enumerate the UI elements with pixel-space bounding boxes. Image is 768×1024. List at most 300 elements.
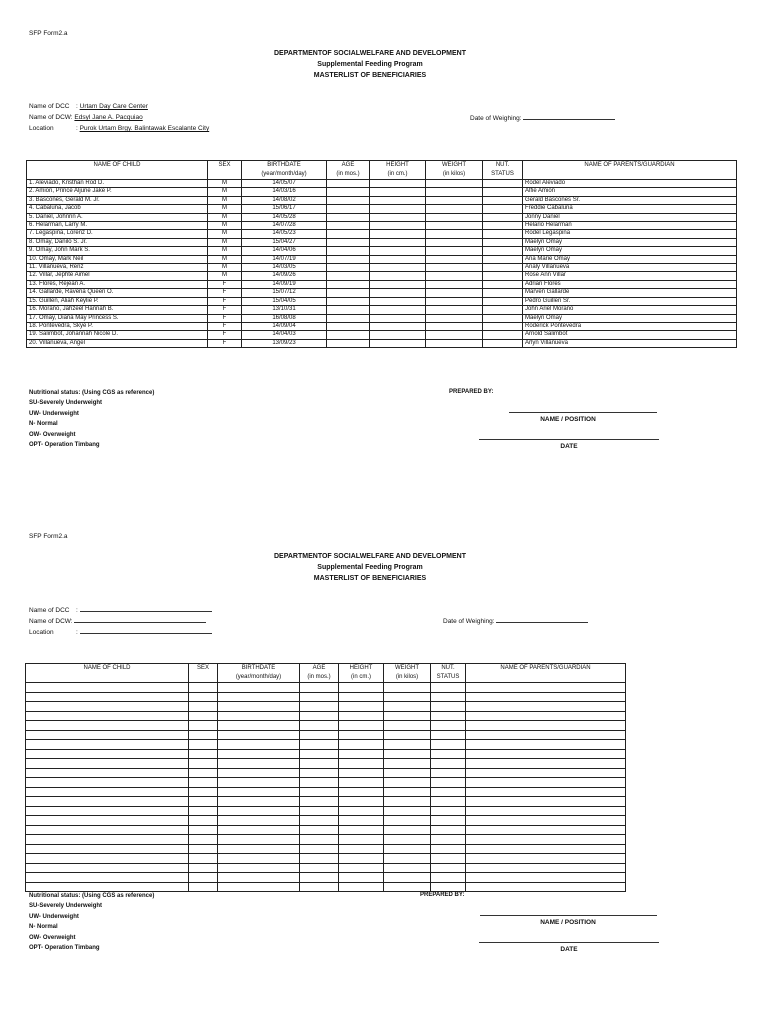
weight-cell[interactable] — [384, 806, 431, 816]
weight-cell[interactable] — [384, 740, 431, 750]
legend-item: OW- Overweight — [29, 934, 76, 941]
child-name-cell[interactable] — [26, 721, 189, 731]
parent-cell[interactable] — [466, 835, 626, 845]
weight-cell[interactable] — [426, 188, 483, 196]
name-position-caption: NAME / POSITION — [540, 919, 596, 926]
table-row — [27, 205, 737, 213]
height-cell[interactable] — [339, 768, 384, 778]
sex-cell[interactable] — [189, 768, 218, 778]
height-cell[interactable] — [370, 213, 426, 221]
legend-item: OPT- Operation Timbang — [29, 945, 100, 952]
height-cell[interactable] — [370, 180, 426, 188]
nut-status-cell[interactable] — [431, 759, 466, 769]
child-name-cell[interactable] — [26, 740, 189, 750]
weight-cell[interactable] — [384, 787, 431, 797]
dcw-blank[interactable] — [74, 615, 206, 623]
birthdate-cell: 14/08/02 — [242, 196, 327, 204]
child-name-cell: 6. Helarman, Larry M. — [27, 222, 208, 230]
weight-cell[interactable] — [426, 247, 483, 255]
parent-cell[interactable] — [466, 730, 626, 740]
parent-cell[interactable] — [466, 844, 626, 854]
age-cell[interactable] — [327, 280, 370, 288]
birthdate-cell[interactable] — [218, 797, 300, 807]
nut-status-cell[interactable] — [483, 205, 523, 213]
parent-cell[interactable] — [466, 768, 626, 778]
weight-cell[interactable] — [426, 339, 483, 347]
height-cell[interactable] — [339, 683, 384, 693]
age-cell[interactable] — [327, 213, 370, 221]
weight-cell[interactable] — [384, 882, 431, 892]
nut-status-cell[interactable] — [483, 188, 523, 196]
height-cell[interactable] — [370, 306, 426, 314]
child-name-cell[interactable] — [26, 749, 189, 759]
legend-item: UW- Underweight — [29, 410, 79, 417]
birthdate-cell[interactable] — [218, 730, 300, 740]
sex-cell[interactable] — [189, 816, 218, 826]
age-cell[interactable] — [327, 255, 370, 263]
height-cell[interactable] — [339, 854, 384, 864]
age-cell[interactable] — [300, 797, 339, 807]
height-cell[interactable] — [370, 238, 426, 246]
col-parent-guardian: NAME OF PARENTS/GUARDIAN — [523, 161, 737, 180]
birthdate-cell[interactable] — [218, 768, 300, 778]
age-cell[interactable] — [327, 297, 370, 305]
height-cell[interactable] — [370, 289, 426, 297]
age-cell[interactable] — [300, 749, 339, 759]
sex-cell[interactable] — [189, 702, 218, 712]
age-cell[interactable] — [300, 683, 339, 693]
table-row — [27, 314, 737, 322]
age-cell[interactable] — [327, 264, 370, 272]
weight-cell[interactable] — [384, 816, 431, 826]
nut-status-cell[interactable] — [431, 711, 466, 721]
birthdate-cell[interactable] — [218, 825, 300, 835]
nut-status-cell[interactable] — [483, 230, 523, 238]
child-name-cell[interactable] — [26, 768, 189, 778]
parent-cell[interactable] — [466, 692, 626, 702]
sex-cell[interactable] — [189, 863, 218, 873]
parent-cell[interactable] — [466, 816, 626, 826]
height-cell[interactable] — [339, 816, 384, 826]
age-cell[interactable] — [327, 314, 370, 322]
nut-status-cell[interactable] — [431, 797, 466, 807]
height-cell[interactable] — [339, 778, 384, 788]
child-name-cell[interactable] — [26, 806, 189, 816]
child-name-cell[interactable] — [26, 692, 189, 702]
age-cell[interactable] — [327, 222, 370, 230]
age-cell[interactable] — [300, 702, 339, 712]
child-name-cell[interactable] — [26, 825, 189, 835]
height-cell[interactable] — [370, 247, 426, 255]
nut-status-cell[interactable] — [431, 683, 466, 693]
name-position-line[interactable] — [509, 412, 657, 413]
parent-cell[interactable] — [466, 759, 626, 769]
sex-cell: M — [208, 264, 242, 272]
nut-status-cell[interactable] — [483, 289, 523, 297]
nut-status-cell[interactable] — [483, 339, 523, 347]
age-cell[interactable] — [327, 289, 370, 297]
weighing-row — [443, 615, 588, 627]
nutritional-status-legend — [29, 388, 154, 450]
age-cell[interactable] — [300, 825, 339, 835]
date-line[interactable] — [479, 942, 659, 943]
age-cell[interactable] — [300, 711, 339, 721]
age-cell[interactable] — [300, 835, 339, 845]
nut-status-cell[interactable] — [431, 730, 466, 740]
height-cell[interactable] — [339, 749, 384, 759]
age-cell[interactable] — [300, 787, 339, 797]
nut-status-cell[interactable] — [483, 264, 523, 272]
height-cell[interactable] — [339, 882, 384, 892]
age-cell[interactable] — [300, 863, 339, 873]
weight-cell[interactable] — [384, 702, 431, 712]
parent-cell[interactable] — [466, 721, 626, 731]
birthdate-cell[interactable] — [218, 759, 300, 769]
table-row — [27, 339, 737, 347]
height-cell[interactable] — [339, 825, 384, 835]
sex-cell[interactable] — [189, 740, 218, 750]
child-name-cell: 18. Pontevedra, Skye P. — [27, 322, 208, 330]
weight-cell[interactable] — [384, 683, 431, 693]
sex-cell[interactable] — [189, 711, 218, 721]
parent-cell[interactable] — [466, 825, 626, 835]
nut-status-cell[interactable] — [431, 835, 466, 845]
sex-cell[interactable] — [189, 806, 218, 816]
weighing-date-blank[interactable] — [496, 615, 588, 623]
nut-status-cell[interactable] — [431, 873, 466, 883]
sex-cell[interactable] — [189, 844, 218, 854]
dcc-value: Urtam Day Care Center — [79, 103, 148, 110]
age-cell[interactable] — [300, 721, 339, 731]
child-name-cell[interactable] — [26, 797, 189, 807]
weight-cell[interactable] — [384, 711, 431, 721]
age-cell[interactable] — [327, 238, 370, 246]
program-title: Supplemental Feeding Program — [317, 564, 423, 571]
nut-status-cell[interactable] — [431, 844, 466, 854]
age-cell[interactable] — [300, 854, 339, 864]
nut-status-cell[interactable] — [483, 180, 523, 188]
nut-status-cell[interactable] — [483, 272, 523, 280]
sex-cell[interactable] — [189, 692, 218, 702]
nut-status-cell[interactable] — [431, 721, 466, 731]
parent-cell[interactable] — [466, 711, 626, 721]
height-cell[interactable] — [370, 331, 426, 339]
weight-cell[interactable] — [426, 322, 483, 330]
birthdate-cell[interactable] — [218, 873, 300, 883]
nut-status-cell[interactable] — [431, 768, 466, 778]
weight-cell[interactable] — [384, 825, 431, 835]
height-cell[interactable] — [339, 863, 384, 873]
birthdate-cell[interactable] — [218, 683, 300, 693]
weight-cell[interactable] — [384, 721, 431, 731]
height-cell[interactable] — [339, 730, 384, 740]
child-name-cell[interactable] — [26, 730, 189, 740]
height-cell[interactable] — [339, 711, 384, 721]
nut-status-cell[interactable] — [483, 314, 523, 322]
weight-cell[interactable] — [426, 289, 483, 297]
sex-cell[interactable] — [189, 854, 218, 864]
weighing-date-blank[interactable] — [523, 112, 615, 120]
nut-status-cell[interactable] — [483, 213, 523, 221]
table-row — [26, 749, 626, 759]
date-caption: DATE — [560, 443, 578, 450]
age-cell[interactable] — [300, 768, 339, 778]
dcc-blank[interactable] — [80, 604, 212, 612]
weight-cell[interactable] — [384, 854, 431, 864]
age-cell[interactable] — [300, 882, 339, 892]
sex-cell: F — [208, 297, 242, 305]
age-cell[interactable] — [300, 759, 339, 769]
parent-cell[interactable] — [466, 702, 626, 712]
table-row — [27, 188, 737, 196]
birthdate-cell[interactable] — [218, 835, 300, 845]
birthdate-cell[interactable] — [218, 806, 300, 816]
sex-cell[interactable] — [189, 787, 218, 797]
nut-status-cell[interactable] — [431, 854, 466, 864]
height-cell[interactable] — [370, 297, 426, 305]
legend-title: Nutritional status: (Using CGS as reference) — [29, 893, 155, 899]
sex-cell[interactable] — [189, 882, 218, 892]
nut-status-cell[interactable] — [431, 816, 466, 826]
nut-status-cell[interactable] — [431, 749, 466, 759]
weight-cell[interactable] — [384, 749, 431, 759]
nut-status-cell[interactable] — [483, 306, 523, 314]
sex-cell[interactable] — [189, 797, 218, 807]
height-cell[interactable] — [370, 339, 426, 347]
weight-cell[interactable] — [384, 778, 431, 788]
location-blank[interactable] — [80, 626, 212, 634]
weight-cell[interactable] — [384, 768, 431, 778]
child-name-cell[interactable] — [26, 873, 189, 883]
height-cell[interactable] — [370, 264, 426, 272]
height-cell[interactable] — [339, 797, 384, 807]
age-cell[interactable] — [327, 180, 370, 188]
height-cell[interactable] — [370, 230, 426, 238]
parent-cell[interactable] — [466, 787, 626, 797]
birthdate-cell: 14/05/23 — [242, 230, 327, 238]
sex-cell: M — [208, 255, 242, 263]
birthdate-cell[interactable] — [218, 749, 300, 759]
weight-cell[interactable] — [384, 797, 431, 807]
child-name-cell[interactable] — [26, 787, 189, 797]
weight-cell[interactable] — [426, 180, 483, 188]
nut-status-cell[interactable] — [431, 825, 466, 835]
birthdate-cell[interactable] — [218, 692, 300, 702]
age-cell[interactable] — [300, 740, 339, 750]
weight-cell[interactable] — [426, 255, 483, 263]
col-birthdate: BIRTHDATE (year/month/day) — [242, 161, 327, 180]
sex-cell[interactable] — [189, 835, 218, 845]
height-cell[interactable] — [370, 205, 426, 213]
nut-status-cell[interactable] — [431, 692, 466, 702]
weight-cell[interactable] — [384, 844, 431, 854]
birthdate-cell[interactable] — [218, 740, 300, 750]
age-cell[interactable] — [300, 844, 339, 854]
height-cell[interactable] — [339, 844, 384, 854]
parent-cell[interactable] — [466, 778, 626, 788]
age-cell[interactable] — [327, 247, 370, 255]
nut-status-cell[interactable] — [431, 806, 466, 816]
birthdate-cell[interactable] — [218, 778, 300, 788]
nut-status-cell[interactable] — [483, 255, 523, 263]
weight-cell[interactable] — [426, 196, 483, 204]
parent-cell[interactable] — [466, 683, 626, 693]
weight-cell[interactable] — [426, 272, 483, 280]
height-cell[interactable] — [339, 806, 384, 816]
birthdate-cell[interactable] — [218, 702, 300, 712]
weight-cell[interactable] — [426, 230, 483, 238]
height-cell[interactable] — [339, 702, 384, 712]
name-position-line[interactable] — [480, 915, 657, 916]
legend-item: SU-Severely Underweight — [29, 400, 103, 407]
age-cell[interactable] — [300, 806, 339, 816]
parent-cell[interactable] — [466, 740, 626, 750]
nut-status-cell[interactable] — [483, 322, 523, 330]
height-cell[interactable] — [370, 188, 426, 196]
age-cell[interactable] — [300, 873, 339, 883]
nut-status-cell[interactable] — [431, 702, 466, 712]
weight-cell[interactable] — [384, 759, 431, 769]
location-label: Location — [29, 125, 54, 132]
weight-cell[interactable] — [426, 306, 483, 314]
sex-cell[interactable] — [189, 683, 218, 693]
nut-status-cell[interactable] — [483, 280, 523, 288]
age-cell[interactable] — [300, 816, 339, 826]
age-cell[interactable] — [327, 272, 370, 280]
height-cell[interactable] — [339, 692, 384, 702]
birthdate-cell: 15/06/17 — [242, 205, 327, 213]
birthdate-cell: 14/05/07 — [242, 180, 327, 188]
birthdate-cell[interactable] — [218, 854, 300, 864]
child-name-cell[interactable] — [26, 854, 189, 864]
weight-cell[interactable] — [384, 873, 431, 883]
nut-status-cell[interactable] — [483, 297, 523, 305]
birthdate-cell[interactable] — [218, 844, 300, 854]
legend-item: N- Normal — [29, 421, 58, 428]
nut-status-cell[interactable] — [431, 787, 466, 797]
age-cell[interactable] — [300, 778, 339, 788]
birthdate-cell[interactable] — [218, 787, 300, 797]
nut-status-cell[interactable] — [431, 863, 466, 873]
height-cell[interactable] — [339, 740, 384, 750]
height-cell[interactable] — [370, 314, 426, 322]
parent-cell[interactable] — [466, 873, 626, 883]
nut-status-cell[interactable] — [483, 247, 523, 255]
age-cell[interactable] — [327, 230, 370, 238]
age-cell[interactable] — [327, 306, 370, 314]
age-cell[interactable] — [327, 188, 370, 196]
date-line[interactable] — [479, 439, 659, 440]
sex-cell[interactable] — [189, 721, 218, 731]
table-row — [26, 797, 626, 807]
child-name-cell[interactable] — [26, 816, 189, 826]
weight-cell[interactable] — [426, 222, 483, 230]
table-row — [26, 692, 626, 702]
weight-cell[interactable] — [384, 835, 431, 845]
weight-cell[interactable] — [384, 863, 431, 873]
age-cell[interactable] — [300, 730, 339, 740]
parent-cell[interactable] — [466, 806, 626, 816]
height-cell[interactable] — [339, 721, 384, 731]
table-header — [27, 161, 737, 180]
child-name-cell: 7. Legaspina, Lorenz D. — [27, 230, 208, 238]
child-name-cell[interactable] — [26, 683, 189, 693]
sex-cell[interactable] — [189, 759, 218, 769]
child-name-cell[interactable] — [26, 711, 189, 721]
age-cell[interactable] — [300, 692, 339, 702]
sex-cell[interactable] — [189, 749, 218, 759]
weight-cell[interactable] — [426, 213, 483, 221]
weight-cell[interactable] — [426, 238, 483, 246]
nut-status-cell[interactable] — [431, 882, 466, 892]
nut-status-cell[interactable] — [483, 331, 523, 339]
sex-cell[interactable] — [189, 873, 218, 883]
weight-cell[interactable] — [426, 264, 483, 272]
nut-status-cell[interactable] — [431, 740, 466, 750]
weight-cell[interactable] — [426, 297, 483, 305]
parent-cell[interactable] — [466, 797, 626, 807]
age-cell[interactable] — [327, 331, 370, 339]
age-cell[interactable] — [327, 339, 370, 347]
nut-status-cell[interactable] — [483, 196, 523, 204]
height-cell[interactable] — [370, 280, 426, 288]
col-parent-guardian: NAME OF PARENTS/GUARDIAN — [466, 664, 626, 683]
weight-cell[interactable] — [426, 205, 483, 213]
height-cell[interactable] — [370, 222, 426, 230]
height-cell[interactable] — [370, 255, 426, 263]
weight-cell[interactable] — [384, 692, 431, 702]
nut-status-cell[interactable] — [483, 238, 523, 246]
child-name-cell[interactable] — [26, 863, 189, 873]
sex-cell[interactable] — [189, 730, 218, 740]
nut-status-cell[interactable] — [483, 222, 523, 230]
child-name-cell[interactable] — [26, 835, 189, 845]
height-cell[interactable] — [339, 759, 384, 769]
birthdate-cell: 14/07/28 — [242, 222, 327, 230]
weight-cell[interactable] — [426, 314, 483, 322]
birthdate-cell[interactable] — [218, 711, 300, 721]
height-cell[interactable] — [339, 787, 384, 797]
child-name-cell[interactable] — [26, 702, 189, 712]
weight-cell[interactable] — [426, 331, 483, 339]
parent-cell[interactable] — [466, 863, 626, 873]
child-name-cell[interactable] — [26, 778, 189, 788]
sex-cell: M — [208, 213, 242, 221]
sex-cell[interactable] — [189, 778, 218, 788]
weight-cell[interactable] — [426, 280, 483, 288]
height-cell[interactable] — [370, 196, 426, 204]
birthdate-cell[interactable] — [218, 721, 300, 731]
age-cell[interactable] — [327, 322, 370, 330]
child-name-cell[interactable] — [26, 844, 189, 854]
height-cell[interactable] — [339, 873, 384, 883]
parent-cell[interactable] — [466, 749, 626, 759]
height-cell[interactable] — [370, 322, 426, 330]
nut-status-cell[interactable] — [431, 778, 466, 788]
parent-cell[interactable] — [466, 854, 626, 864]
weight-cell[interactable] — [384, 730, 431, 740]
birthdate-cell[interactable] — [218, 863, 300, 873]
birthdate-cell[interactable] — [218, 882, 300, 892]
birthdate-cell[interactable] — [218, 816, 300, 826]
height-cell[interactable] — [339, 835, 384, 845]
height-cell[interactable] — [370, 272, 426, 280]
sex-cell[interactable] — [189, 825, 218, 835]
age-cell[interactable] — [327, 205, 370, 213]
parent-cell[interactable] — [466, 882, 626, 892]
child-name-cell[interactable] — [26, 759, 189, 769]
age-cell[interactable] — [327, 196, 370, 204]
